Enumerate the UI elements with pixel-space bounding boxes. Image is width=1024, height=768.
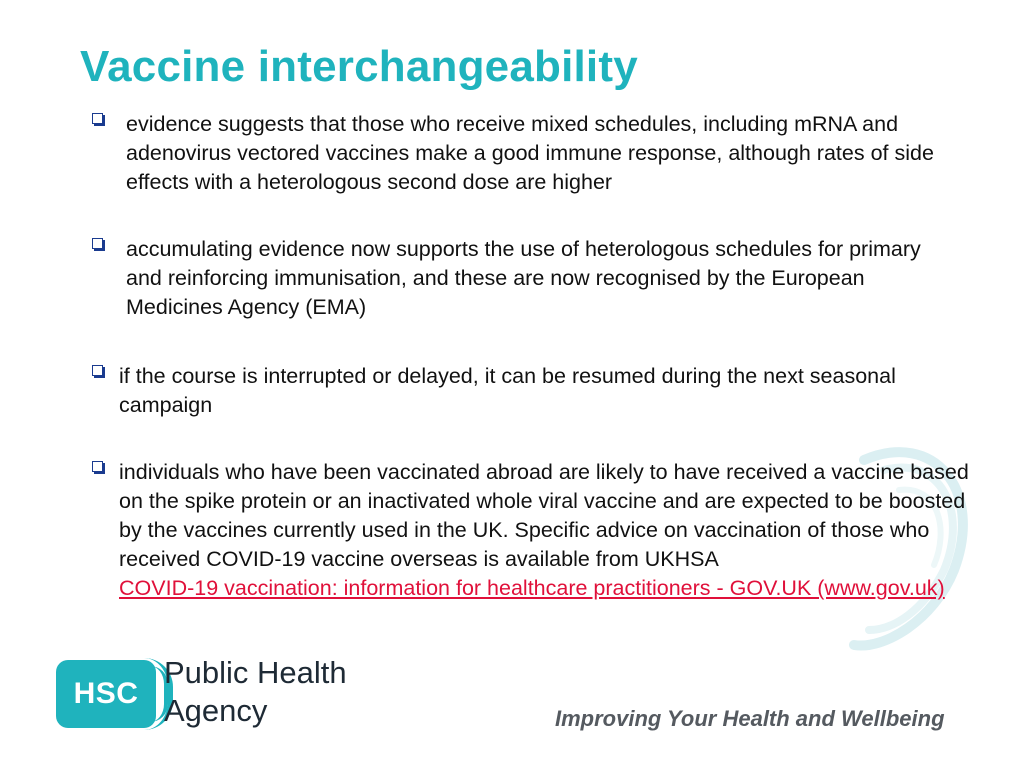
bullet-marker-icon [92, 365, 103, 376]
bullet-item [119, 458, 969, 603]
bullet-marker-icon [92, 238, 103, 249]
bullet-text: accumulating evidence now supports the use of heterologous schedules for primary and reinforcing immunisation, and these are now recognised by the European Medicines Agency (EMA) [126, 237, 921, 319]
bullet-text: if the course is interrupted or delayed, it can be resumed during the next seasonal campaign [119, 364, 896, 417]
bullet-text: individuals who have been vaccinated abroad are likely to have received a vaccine based on the spike protein or an inactivated whole viral vaccine and are expected to be boosted by the vaccines currently used in the UK. Specific advice on vaccination of those who received COVID-19 vaccine overseas is available from UKHSA [119, 460, 969, 571]
bullet-text: evidence suggests that those who receive mixed schedules, including mRNA and adenovirus vectored vaccines make a good immune response, although rates of side effects with a heterologous second dose are higher [126, 112, 934, 194]
hsc-public-health-agency-logo [56, 655, 356, 734]
govuk-link[interactable]: COVID-19 vaccination: information for healthcare practitioners - GOV.UK (www.gov.uk) [119, 576, 945, 600]
tagline: Improving Your Health and Wellbeing [555, 706, 945, 731]
bullet-item [126, 110, 966, 197]
org-name-line1: Public Health [164, 655, 347, 690]
bullet-marker-icon [92, 461, 103, 472]
slide-title: Vaccine interchangeability [80, 42, 638, 91]
bullet-item [126, 235, 956, 322]
org-name [164, 654, 347, 730]
hsc-badge: HSC [56, 660, 156, 728]
bullet-marker-icon [92, 113, 103, 124]
bullet-item [119, 362, 919, 420]
org-name-line2: Agency [164, 693, 268, 728]
